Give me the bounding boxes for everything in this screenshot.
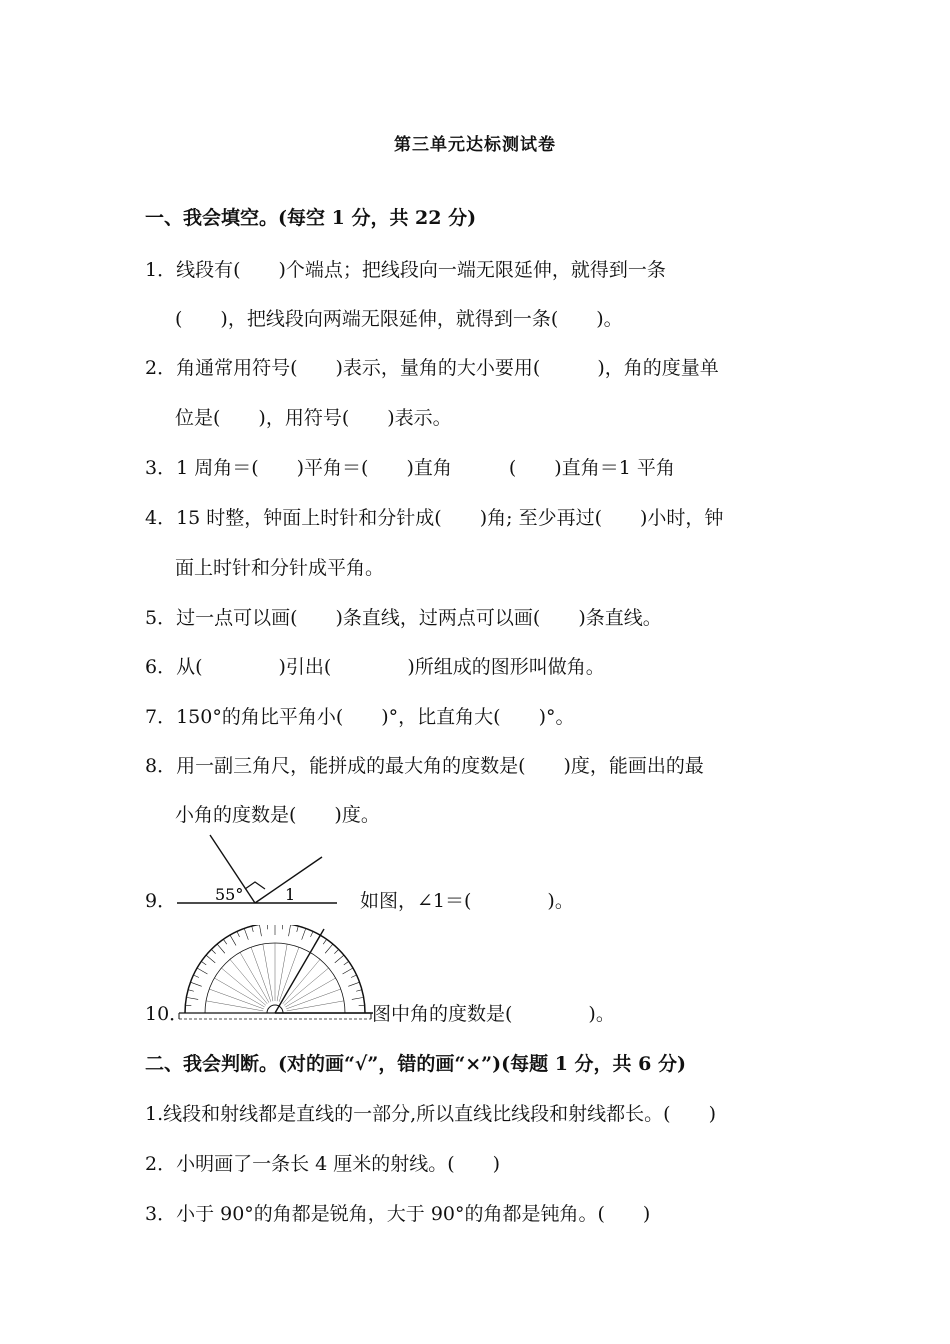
question-10-text: 图中角的度数是( )。	[372, 1003, 615, 1025]
question-7: 7．150°的角比平角小( )°，比直角大( )°。	[145, 706, 575, 728]
angle-1-label: 1	[285, 885, 296, 904]
protractor-tick	[201, 961, 206, 964]
protractor-tick	[206, 955, 215, 963]
protractor-tick	[197, 968, 207, 974]
protractor-tick	[310, 931, 313, 936]
judge-question-2: 2．小明画了一条长 4 厘米的射线。( )	[145, 1153, 501, 1175]
protractor-tick	[193, 975, 198, 978]
protractor-tick	[259, 925, 261, 936]
protractor-ray	[240, 952, 269, 1002]
protractor-tick	[323, 939, 326, 944]
protractor-ray	[263, 944, 273, 1001]
protractor-tick	[359, 1005, 365, 1006]
protractor-tick	[223, 939, 226, 944]
question-2-line-1: 2．角通常用符号( )表示，量角的大小要用( )，角的度量单	[145, 357, 719, 379]
protractor-tick	[352, 997, 364, 999]
protractor-figure	[175, 925, 375, 1025]
question-6: 6．从( )引出( )所组成的图形叫做角。	[145, 656, 605, 678]
protractor-tick	[334, 949, 338, 953]
angle-figure	[175, 833, 340, 908]
protractor-ray	[251, 947, 271, 1002]
question-1-line-2: ( )，把线段向两端无限延伸，就得到一条( )。	[175, 308, 623, 330]
judge-question-1: 1.线段和射线都是直线的一部分,所以直线比线段和射线都长。( )	[145, 1103, 716, 1125]
protractor-ray	[230, 959, 267, 1003]
protractor-tick	[348, 982, 359, 986]
judge-question-3: 3．小于 90°的角都是锐角，大于 90°的角都是钝角。( )	[145, 1203, 651, 1225]
protractor-ray	[283, 959, 320, 1003]
protractor-tick	[217, 944, 225, 953]
question-4-line-1: 4．15 时整，钟面上时针和分针成( )角; 至少再过( )小时，钟	[145, 507, 724, 529]
protractor-tick	[289, 925, 291, 936]
protractor-tick	[237, 931, 240, 936]
protractor-tick	[344, 961, 349, 964]
question-3: 3．1 周角＝( )平角＝( )直角 ( )直角＝1 平角	[145, 457, 675, 479]
protractor-tick	[282, 925, 283, 929]
protractor-tick	[297, 926, 299, 932]
question-1-line-1: 1．线段有( )个端点；把线段向一端无限延伸，就得到一条	[145, 259, 666, 281]
protractor-tick	[230, 935, 236, 945]
protractor-tick	[325, 944, 333, 953]
question-5: 5．过一点可以画( )条直线，过两点可以画( )条直线。	[145, 607, 662, 629]
protractor-tick	[335, 955, 344, 963]
protractor-tick	[351, 975, 356, 978]
protractor-tick	[188, 990, 194, 992]
protractor-tick	[244, 928, 248, 939]
question-9-text: 如图，∠1＝( )。	[360, 890, 574, 912]
protractor-tick	[186, 997, 198, 999]
protractor-tick	[252, 926, 254, 932]
protractor-tick	[356, 990, 362, 992]
protractor-ray	[206, 1001, 263, 1011]
section-1-heading: 一、我会填空。(每空 1 分，共 22 分)	[145, 207, 477, 229]
question-8-line-1: 8．用一副三角尺，能拼成的最大角的度数是( )度，能画出的最	[145, 755, 704, 777]
protractor-ray	[209, 989, 264, 1009]
protractor-tick	[267, 925, 268, 929]
protractor-ray	[286, 989, 341, 1009]
protractor-ray	[287, 1001, 344, 1011]
page-title: 第三单元达标测试卷	[394, 135, 556, 155]
protractor-ray	[221, 968, 265, 1005]
question-4-line-2: 面上时针和分针成平角。	[175, 557, 385, 579]
question-10-number: 10．	[145, 1003, 189, 1025]
protractor-tick	[185, 1005, 191, 1006]
question-9-number: 9．	[145, 890, 177, 912]
protractor-tick	[190, 982, 201, 986]
protractor-tick	[211, 949, 215, 953]
protractor-ray	[279, 947, 299, 1002]
protractor-ray	[277, 944, 287, 1001]
protractor-tick	[302, 928, 306, 939]
section-2-heading: 二、我会判断。(对的画“√”，错的画“×”)(每题 1 分，共 6 分)	[145, 1053, 686, 1075]
protractor-tick	[343, 968, 353, 974]
question-8-line-2: 小角的度数是( )度。	[175, 804, 380, 826]
question-2-line-2: 位是( )，用符号( )表示。	[175, 407, 452, 429]
angle-55-label: 55°	[215, 885, 244, 904]
